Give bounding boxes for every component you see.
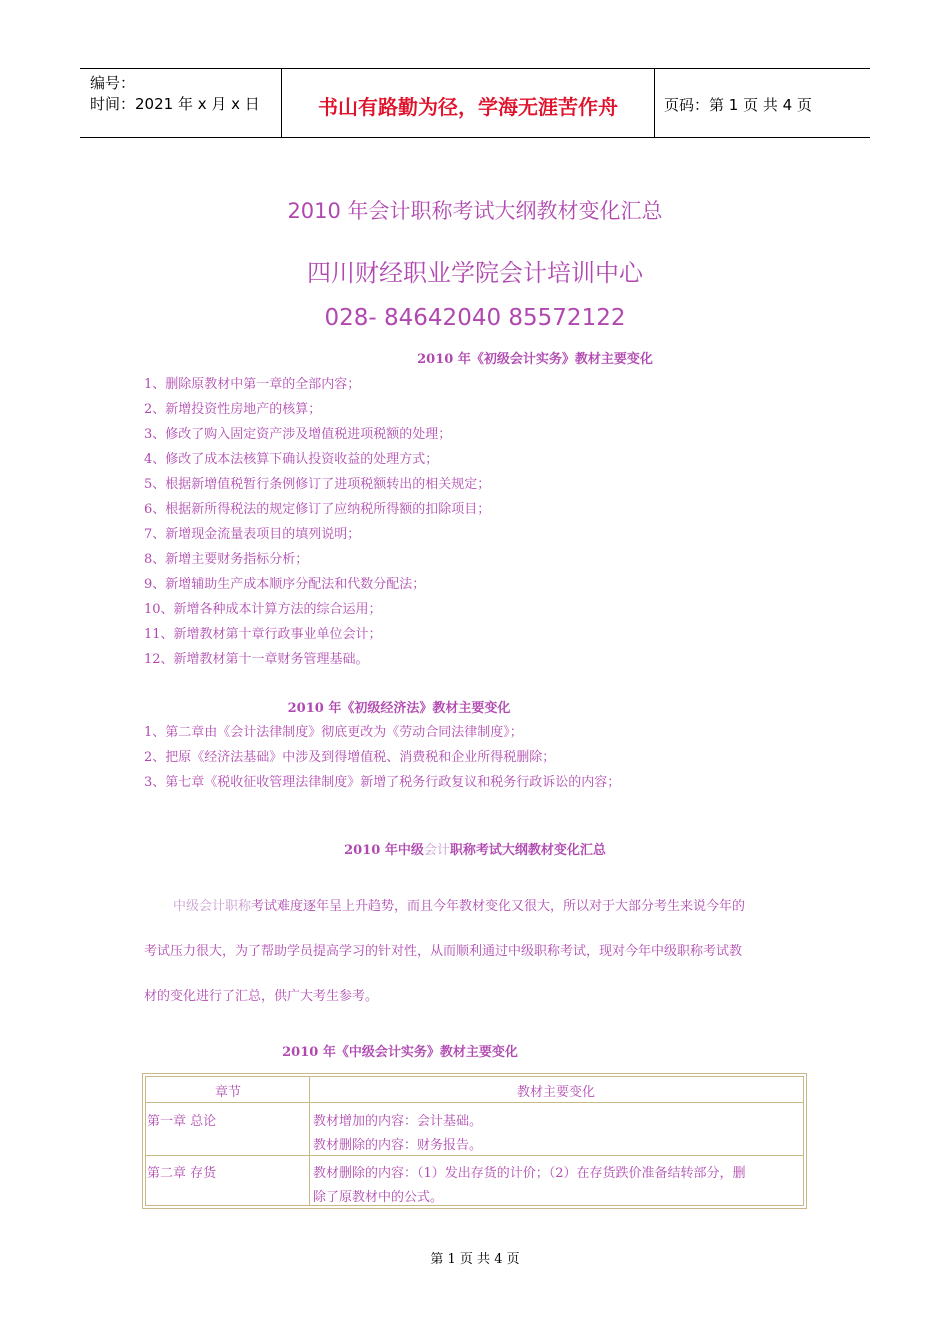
list-item: 11、新增教材第十章行政事业单位会计；: [144, 627, 382, 642]
document-title: 2010 年会计职称考试大纲教材变化汇总: [287, 199, 663, 223]
table-cell-chapter: 第二章 存货: [147, 1166, 217, 1181]
changes-table: [142, 1073, 807, 1209]
intro-paragraph-line: 材的变化进行了汇总，供广大考生参考。: [144, 989, 379, 1004]
section-title-zhongji: [0, 839, 950, 858]
list-item: 8、新增主要财务指标分析；: [144, 552, 309, 567]
table-header-chapter: 章节: [214, 1085, 241, 1100]
number-label: 编号：: [90, 74, 136, 92]
title-part: 职称考试大纲教材变化汇总: [449, 843, 606, 858]
intro-text: 考试难度逐年呈上升趋势，而且今年教材变化又很大，所以对于大部分考生来说今年的: [251, 899, 746, 914]
section-title-chuji-shiwu: 2010 年《初级会计实务》教材主要变化: [417, 352, 653, 367]
list-item: 12、新增教材第十一章财务管理基础。: [144, 652, 369, 667]
phone-numbers: 028- 84642040 85572122: [324, 305, 626, 331]
header-motto: 书山有路勤为径，学海无涯苦作舟: [318, 95, 618, 119]
list-item: 1、第二章由《会计法律制度》彻底更改为《劳动合同法律制度》；: [144, 725, 523, 740]
list-item: 1、删除原教材中第一章的全部内容；: [144, 377, 361, 392]
page-header: [80, 68, 870, 138]
list-item: 3、修改了购入固定资产涉及增值税进项税额的处理；: [144, 427, 452, 442]
list-item: 2、新增投资性房地产的核算；: [144, 402, 322, 417]
table-rule: [145, 1155, 804, 1156]
title-link-word: 会计: [423, 843, 450, 858]
intro-paragraph-line: 考试压力很大，为了帮助学员提高学习的针对性，从而顺利通过中级职称考试，现对今年中级职称考试教: [144, 944, 743, 959]
section-title-zhongji-shiwu: 2010 年《中级会计实务》教材主要变化: [282, 1045, 518, 1060]
time-label: 时间：2021 年 x 月 x 日: [90, 95, 260, 113]
page-footer: 第 1 页 共 4 页: [430, 1252, 520, 1267]
section-title-chuji-jingjifa: 2010 年《初级经济法》教材主要变化: [287, 701, 511, 716]
header-meta: [90, 73, 260, 115]
organization-name: 四川财经职业学院会计培训中心: [307, 259, 643, 287]
list-item: 9、新增辅助生产成本顺序分配法和代数分配法；: [144, 577, 426, 592]
list-item: 3、第七章《税收征收管理法律制度》新增了税务行政复议和税务行政诉讼的内容；: [144, 775, 621, 790]
title-part: 2010 年中级: [344, 843, 424, 858]
list-item: 2、把原《经济法基础》中涉及到得增值税、消费税和企业所得税删除；: [144, 750, 556, 765]
list-item: 7、新增现金流量表项目的填列说明；: [144, 527, 361, 542]
table-rule: [145, 1102, 804, 1103]
header-divider: [654, 69, 655, 137]
table-cell-change: 教材增加的内容：会计基础。: [313, 1114, 483, 1129]
list-item: 10、新增各种成本计算方法的综合运用；: [144, 602, 382, 617]
table-cell-change: 教材删除的内容：财务报告。: [313, 1138, 483, 1153]
list-item: 6、根据新所得税法的规定修订了应纳税所得额的扣除项目；: [144, 502, 491, 517]
intro-paragraph-line: [173, 895, 745, 914]
intro-lead-link: 中级会计职称: [173, 899, 252, 914]
list-item: 5、根据新增值税暂行条例修订了进项税额转出的相关规定；: [144, 477, 491, 492]
table-cell-change: 教材删除的内容：（1）发出存货的计价；（2）在存货跌价准备结转部分，删: [313, 1166, 746, 1181]
table-cell-change: 除了原教材中的公式。: [313, 1190, 444, 1205]
table-cell-chapter: 第一章 总论: [147, 1114, 217, 1129]
table-header-changes: 教材主要变化: [516, 1085, 595, 1100]
list-item: 4、修改了成本法核算下确认投资收益的处理方式；: [144, 452, 439, 467]
header-page-label: 页码：第 1 页 共 4 页: [664, 96, 812, 114]
